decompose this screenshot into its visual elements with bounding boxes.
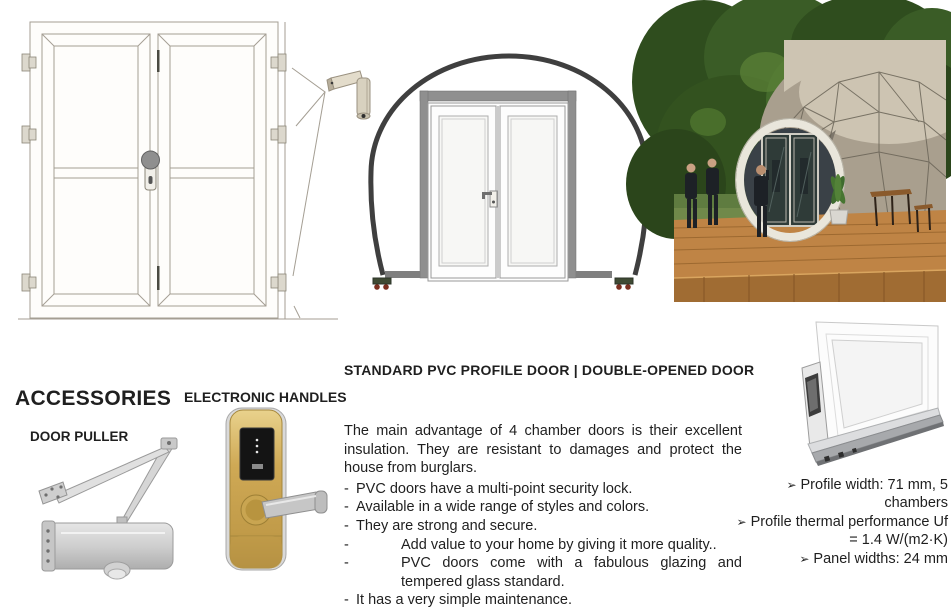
door-puller-label: DOOR PULLER — [30, 429, 129, 444]
electronic-handle-image — [212, 406, 334, 576]
spec-item: ➢ Panel widths: 24 mm — [799, 551, 948, 567]
arrow-bullet-icon: ➢ — [736, 515, 747, 529]
list-item: - PVC doors come with a fabulous glazing and tempered glass standard. — [344, 555, 742, 590]
door-swing-lines — [292, 68, 325, 318]
dome-glass-doors — [762, 134, 818, 226]
dome-photo — [674, 12, 946, 302]
page-title: STANDARD PVC PROFILE DOOR | DOUBLE-OPENED DOOR — [344, 362, 755, 378]
double-door-technical-drawing — [0, 0, 350, 340]
list-item: - Add value to your home by giving it more quality.. — [344, 536, 717, 553]
arch-door-leaves — [428, 103, 568, 281]
description-paragraph: The main advantage of 4 chamber doors is their excellent insulation. They are resistant to damages and protect the house from burglars. — [344, 423, 742, 477]
description-block — [344, 392, 742, 610]
arrow-bullet-icon: ➢ — [786, 478, 797, 492]
spec-item: ➢ Profile thermal performance Uf = 1.4 W/(m2·K) — [736, 514, 948, 548]
arch-door-drawing — [363, 45, 655, 300]
electronic-handles-label: ELECTRONIC HANDLES — [184, 389, 347, 405]
door-puller-image — [25, 437, 200, 589]
list-item: - It has a very simple maintenance. — [344, 592, 572, 609]
specs-list — [734, 476, 948, 569]
list-item: - Available in a wide range of styles and colors. — [344, 499, 650, 516]
accessories-heading: ACCESSORIES — [15, 387, 172, 410]
arrow-bullet-icon: ➢ — [799, 552, 810, 566]
spec-item: ➢ Profile width: 71 mm, 5 chambers — [786, 477, 948, 511]
list-item: - PVC doors have a multi-point security lock. — [344, 480, 633, 497]
list-item: - They are strong and secure. — [344, 517, 538, 534]
pvc-profile-cross-section — [788, 316, 948, 482]
